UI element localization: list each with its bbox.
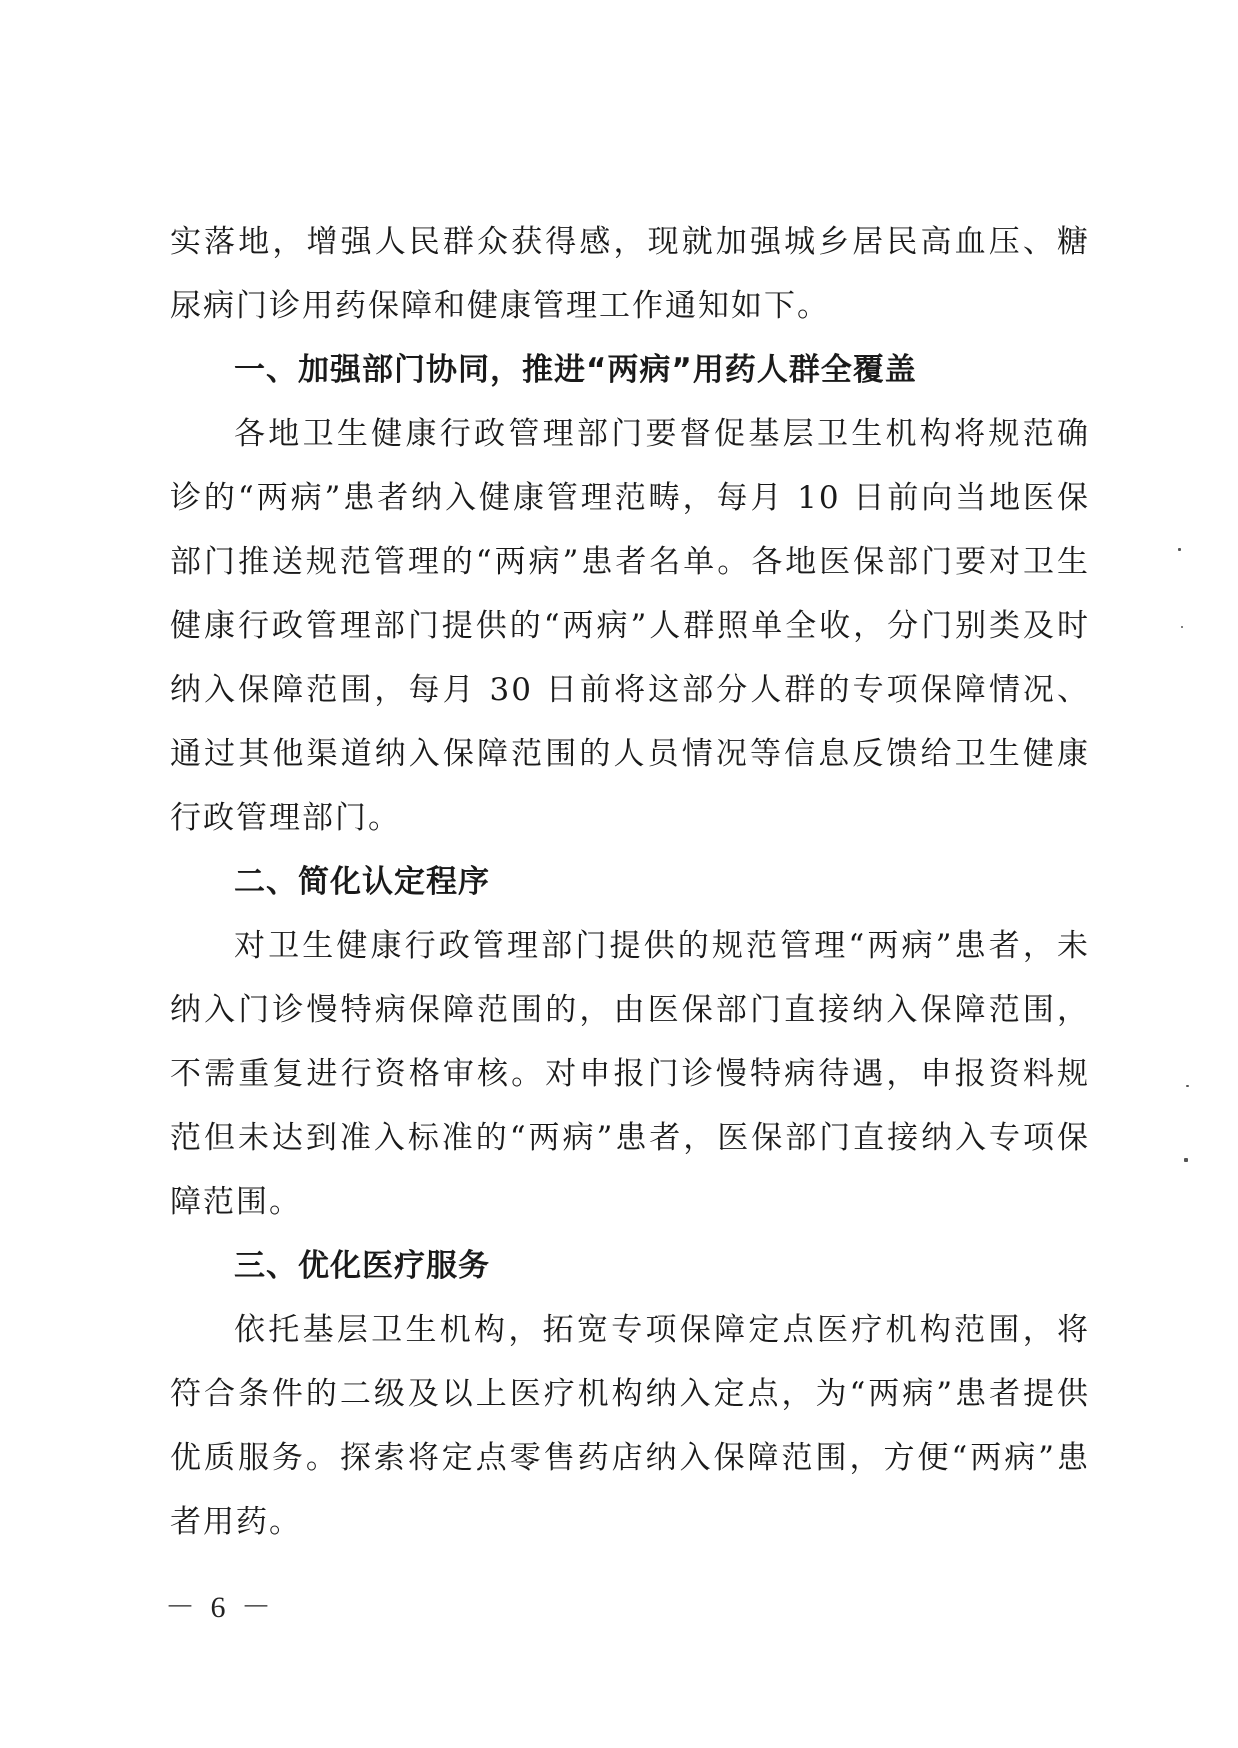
section-body-3: 依托基层卫生机构，拓宽专项保障定点医疗机构范围，将符合条件的二级及以上医疗机构纳入定点，为“两病”患者提供优质服务。探索将定点零售药店纳入保障范围，方便“两病”患者用药。 [170,1312,1090,1540]
page-number: － 6 － [165,1591,275,1624]
scan-speck [1184,1158,1188,1162]
scan-speck [1178,548,1181,551]
scan-speck [1181,626,1183,628]
document-body [170,210,1090,1554]
section-heading-1: 一、加强部门协同，推进“两病”用药人群全覆盖 [234,352,917,388]
section-body-2: 对卫生健康行政管理部门提供的规范管理“两病”患者，未纳入门诊慢特病保障范围的，由医保部门直接纳入保障范围，不需重复进行资格审核。对申报门诊慢特病待遇，申报资料规范但未达到准入标准的“两病”患者，医保部门直接纳入专项保障范围。 [170,928,1090,1220]
section-body-1: 各地卫生健康行政管理部门要督促基层卫生机构将规范确诊的“两病”患者纳入健康管理范畴，每月 10 日前向当地医保部门推送规范管理的“两病”患者名单。各地医保部门要对卫生健康行政管理部门提供的“两病”人群照单全收，分门别类及时纳入保障范围，每月 30 日前将这部分人群的专项保障情况、通过其他渠道纳入保障范围的人员情况等信息反馈给卫生健康行政管理部门。 [170,416,1090,836]
scan-speck [1186,1085,1189,1087]
continuation-paragraph: 实落地，增强人民群众获得感，现就加强城乡居民高血压、糖尿病门诊用药保障和健康管理工作通知如下。 [170,224,1090,324]
section-heading-2: 二、简化认定程序 [234,864,490,900]
section-heading-3: 三、优化医疗服务 [234,1248,490,1284]
